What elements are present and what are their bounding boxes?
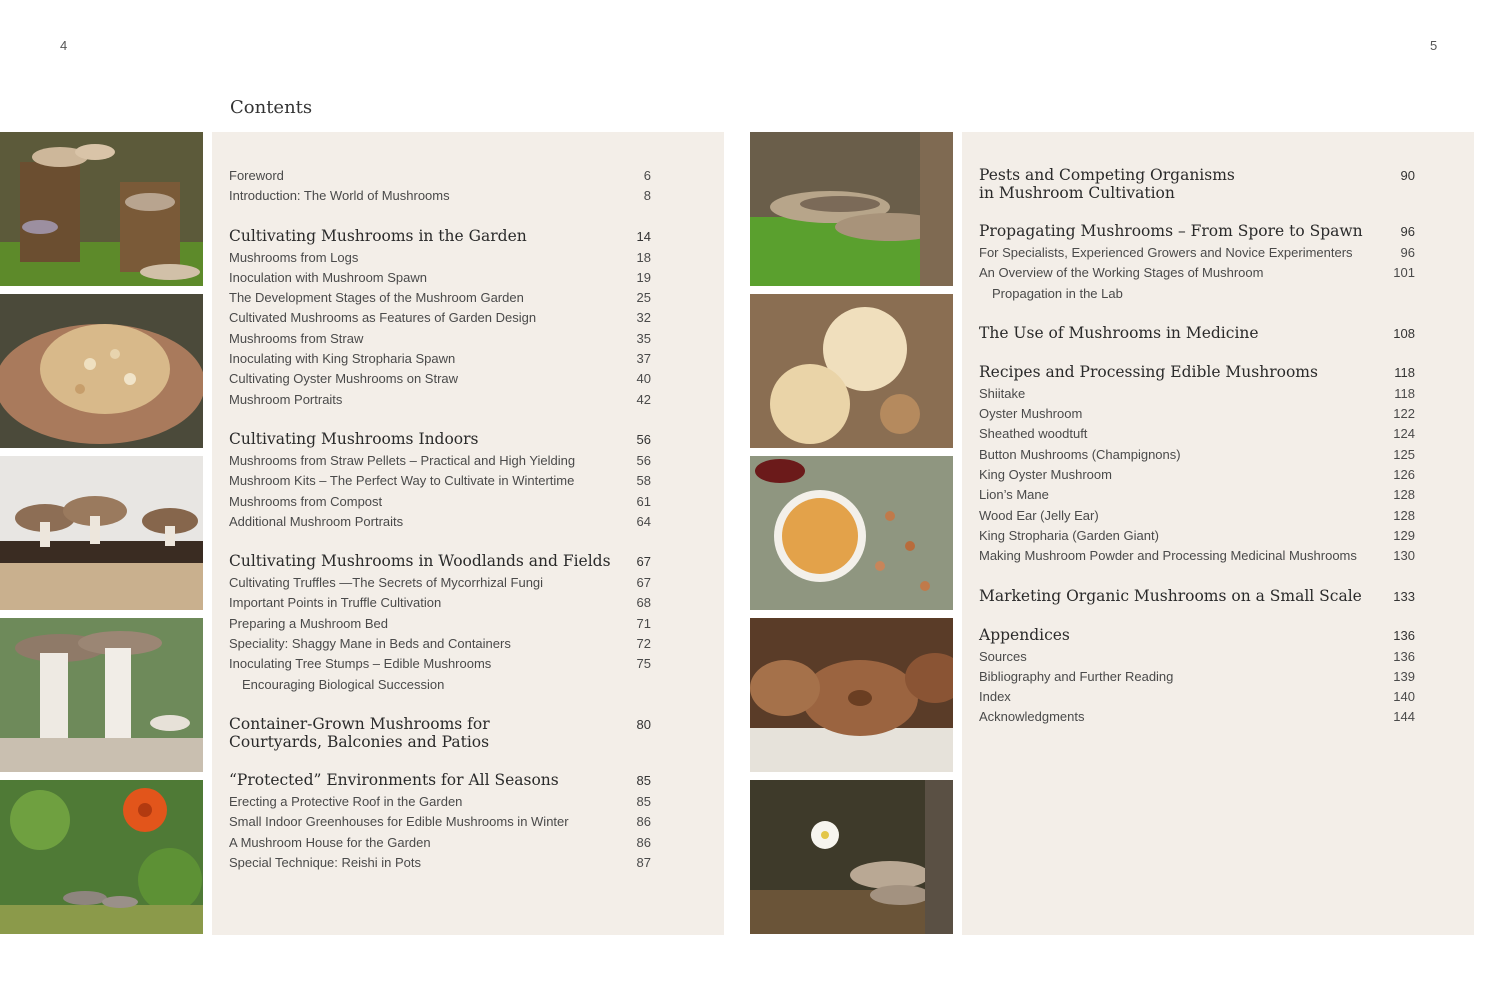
toc-entry-label: Mushroom Kits – The Perfect Way to Cultivate in Wintertime xyxy=(229,473,575,489)
photo-mushroom-gills xyxy=(750,618,953,772)
toc-entry-label: A Mushroom House for the Garden xyxy=(229,834,431,850)
toc-entry-page: 126 xyxy=(1393,467,1415,483)
toc-entry-page: 86 xyxy=(636,834,651,850)
toc-entry-page: 86 xyxy=(636,814,651,830)
toc-entry-page: 40 xyxy=(636,371,651,387)
toc-heading-appendices xyxy=(979,626,1415,645)
toc-entry xyxy=(979,263,1415,283)
toc-entry xyxy=(229,792,651,812)
toc-entry xyxy=(229,369,651,389)
toc-heading-label: Marketing Organic Mushrooms on a Small Scale xyxy=(979,586,1362,605)
toc-heading-protected-environments-for-all-seasons xyxy=(229,771,651,790)
toc-entry-label: Special Technique: Reishi in Pots xyxy=(229,854,421,870)
toc-entry xyxy=(979,546,1415,566)
toc-entry-label: King Stropharia (Garden Giant) xyxy=(979,527,1159,543)
toc-entry-page: 129 xyxy=(1393,527,1415,543)
toc-entry-label: Lion’s Mane xyxy=(979,487,1049,503)
toc-entry-page: 61 xyxy=(636,493,651,509)
toc-entry-label: Wood Ear (Jelly Ear) xyxy=(979,507,1099,523)
toc-entry-page: 42 xyxy=(636,391,651,407)
toc-entry xyxy=(979,506,1415,526)
toc-heading-page: 14 xyxy=(636,228,651,244)
toc-section xyxy=(229,227,651,410)
toc-heading-page: 108 xyxy=(1393,325,1415,341)
photo-column-right xyxy=(750,132,953,942)
toc-section xyxy=(229,771,651,873)
toc-section xyxy=(979,324,1415,343)
toc-entry-label: Preparing a Mushroom Bed xyxy=(229,615,388,631)
toc-section xyxy=(229,715,651,751)
contents-panel-right xyxy=(962,132,1474,935)
toc-entry xyxy=(229,654,651,674)
toc-entry-page: 136 xyxy=(1393,648,1415,664)
toc-entry-page: 58 xyxy=(636,473,651,489)
toc-entry-page: 128 xyxy=(1393,487,1415,503)
toc-entry-label: Cultivating Oyster Mushrooms on Straw xyxy=(229,371,459,387)
toc-entry xyxy=(229,268,651,288)
toc-heading-pests-and-competing-organisms-in-mushroo xyxy=(979,166,1415,202)
page-number-right: 5 xyxy=(1430,38,1438,53)
toc-section xyxy=(229,166,651,207)
toc-entry-page: 139 xyxy=(1393,668,1415,684)
photo-mushrooms-on-logs xyxy=(0,132,203,286)
toc-entry xyxy=(229,186,651,206)
toc-entry xyxy=(229,614,651,634)
toc-entry-label: Button Mushrooms (Champignons) xyxy=(979,446,1181,462)
toc-entry-page: 144 xyxy=(1393,709,1415,725)
toc-section xyxy=(979,587,1415,606)
toc-entry xyxy=(229,675,651,695)
toc-entry-label: Erecting a Protective Roof in the Garden xyxy=(229,793,463,809)
toc-section xyxy=(229,552,651,695)
toc-entry xyxy=(229,853,651,873)
toc-heading-cultivating-mushrooms-in-woodlands-and-f xyxy=(229,552,651,571)
toc-entry-page: 25 xyxy=(636,290,651,306)
toc-entry-page: 140 xyxy=(1393,689,1415,705)
photo-nasturtium-with-mushrooms xyxy=(0,780,203,934)
toc-entry xyxy=(979,667,1415,687)
toc-entry xyxy=(979,424,1415,444)
toc-heading-label: Pests and Competing Organisms in Mushroom Cultivation xyxy=(979,166,1235,202)
toc-entry xyxy=(229,634,651,654)
toc-entry-page: 18 xyxy=(636,249,651,265)
toc-entry xyxy=(229,573,651,593)
toc-heading-page: 133 xyxy=(1393,588,1415,604)
toc-entry-label: Additional Mushroom Portraits xyxy=(229,513,404,529)
toc-entry-page: 64 xyxy=(636,513,651,529)
toc-heading-page: 85 xyxy=(636,772,651,788)
toc-entry xyxy=(979,707,1415,727)
toc-entry-label: Sources xyxy=(979,648,1027,664)
toc-heading-container-grown-mushrooms-for-courtyards xyxy=(229,715,651,751)
toc-entry-page: 96 xyxy=(1400,245,1415,260)
toc-heading-page: 67 xyxy=(636,554,651,570)
toc-right xyxy=(979,166,1415,748)
toc-section xyxy=(979,166,1415,202)
photo-anemone-with-oyster-mushrooms xyxy=(750,780,953,934)
toc-entry-page: 122 xyxy=(1393,406,1415,422)
toc-entry-label: Speciality: Shaggy Mane in Beds and Containers xyxy=(229,636,511,652)
toc-entry-label: Encouraging Biological Succession xyxy=(242,676,445,692)
toc-entry-label: The Development Stages of the Mushroom Garden xyxy=(229,290,524,306)
toc-entry-label: Oyster Mushroom xyxy=(979,406,1083,422)
toc-entry-label: Introduction: The World of Mushrooms xyxy=(229,188,450,204)
contents-panel-left xyxy=(212,132,724,935)
toc-entry xyxy=(979,445,1415,465)
toc-entry-page: 130 xyxy=(1393,548,1415,564)
toc-heading-label: Propagating Mushrooms – From Spore to Spawn xyxy=(979,222,1363,240)
toc-entry-label: Making Mushroom Powder and Processing Medicinal Mushrooms xyxy=(979,548,1357,564)
toc-entry-page: 8 xyxy=(643,188,651,204)
toc-entry-page: 37 xyxy=(636,351,651,367)
toc-heading-the-use-of-mushrooms-in-medicine xyxy=(979,324,1415,343)
toc-left xyxy=(229,166,651,893)
toc-entry-label: Small Indoor Greenhouses for Edible Mushrooms in Winter xyxy=(229,814,569,830)
photo-hands-with-spawn xyxy=(0,294,203,448)
toc-entry xyxy=(979,465,1415,485)
toc-heading-label: Appendices xyxy=(979,625,1070,644)
toc-heading-propagating-mushrooms-from-spore-to-spaw xyxy=(979,222,1415,241)
toc-entry-page: 67 xyxy=(636,575,651,591)
toc-entry-page: 101 xyxy=(1393,265,1415,281)
toc-entry xyxy=(229,288,651,308)
toc-entry-page: 35 xyxy=(636,330,651,346)
photo-king-oyster-mushrooms xyxy=(0,618,203,772)
toc-heading-label: Recipes and Processing Edible Mushrooms xyxy=(979,362,1318,381)
toc-entry-page: 72 xyxy=(636,636,651,652)
toc-entry-label: Sheathed woodtuft xyxy=(979,426,1088,442)
toc-entry-label: For Specialists, Experienced Growers and Novice Experimenters xyxy=(979,245,1353,260)
toc-entry-page: 6 xyxy=(643,168,651,183)
toc-entry-label: Mushrooms from Straw Pellets – Practical and High Yielding xyxy=(229,452,576,468)
toc-heading-label: Cultivating Mushrooms Indoors xyxy=(229,429,479,448)
toc-entry xyxy=(229,593,651,613)
toc-heading-label: Container-Grown Mushrooms for Courtyards, Balconies and Patios xyxy=(229,714,490,751)
toc-heading-page: 90 xyxy=(1400,168,1415,183)
photo-turkey-tail-on-moss xyxy=(750,132,953,286)
toc-section xyxy=(229,430,651,532)
toc-entry-page: 75 xyxy=(636,656,651,672)
toc-entry xyxy=(229,512,651,532)
toc-entry xyxy=(229,166,651,186)
toc-entry-label: Propagation in the Lab xyxy=(992,285,1123,301)
photo-column-left xyxy=(0,132,203,942)
toc-entry-page: 19 xyxy=(636,269,651,285)
toc-entry-label: Shiitake xyxy=(979,385,1026,401)
toc-entry xyxy=(979,404,1415,424)
toc-entry-page: 87 xyxy=(636,854,651,870)
toc-section xyxy=(979,222,1415,304)
toc-entry xyxy=(229,329,651,349)
toc-heading-cultivating-mushrooms-in-the-garden xyxy=(229,227,651,246)
toc-entry-page: 56 xyxy=(636,452,651,468)
toc-entry-label: Important Points in Truffle Cultivation xyxy=(229,595,442,611)
toc-entry xyxy=(979,526,1415,546)
toc-entry-label: Inoculation with Mushroom Spawn xyxy=(229,269,427,285)
toc-entry xyxy=(979,284,1415,304)
photo-lions-mane xyxy=(750,294,953,448)
toc-entry-label: Inoculating with King Stropharia Spawn xyxy=(229,351,456,367)
page-title: Contents xyxy=(230,97,313,118)
toc-heading-page: 136 xyxy=(1393,627,1415,643)
toc-entry xyxy=(979,687,1415,707)
toc-entry-page: 128 xyxy=(1393,507,1415,523)
toc-entry xyxy=(979,243,1415,263)
toc-entry xyxy=(229,812,651,832)
toc-entry xyxy=(229,471,651,491)
toc-entry-page: 32 xyxy=(636,310,651,326)
toc-entry xyxy=(229,308,651,328)
toc-entry xyxy=(229,390,651,410)
toc-section xyxy=(979,363,1415,567)
toc-entry-label: Mushroom Portraits xyxy=(229,391,343,407)
toc-entry-label: Acknowledgments xyxy=(979,709,1085,725)
toc-heading-label: Cultivating Mushrooms in Woodlands and Fields xyxy=(229,552,611,571)
toc-entry-page: 124 xyxy=(1393,426,1415,442)
toc-entry xyxy=(229,833,651,853)
toc-entry-label: Foreword xyxy=(229,168,284,183)
toc-entry-page: 71 xyxy=(636,615,651,631)
toc-entry-label: King Oyster Mushroom xyxy=(979,467,1112,483)
page-number-left: 4 xyxy=(60,38,68,53)
toc-entry-page: 68 xyxy=(636,595,651,611)
photo-mushroom-tea xyxy=(750,456,953,610)
toc-entry xyxy=(979,485,1415,505)
toc-entry-label: Index xyxy=(979,689,1011,705)
toc-heading-marketing-organic-mushrooms-on-a-small-s xyxy=(979,587,1415,606)
toc-entry-page: 118 xyxy=(1394,385,1415,401)
toc-entry-label: Mushrooms from Straw xyxy=(229,330,364,346)
toc-entry xyxy=(979,647,1415,667)
toc-entry-label: Mushrooms from Logs xyxy=(229,249,359,265)
toc-heading-page: 56 xyxy=(636,431,651,447)
toc-heading-label: Cultivating Mushrooms in the Garden xyxy=(229,226,527,245)
toc-entry-label: Bibliography and Further Reading xyxy=(979,668,1174,684)
toc-entry-label: Mushrooms from Compost xyxy=(229,493,383,509)
photo-mushrooms-from-compost xyxy=(0,456,203,610)
toc-entry xyxy=(229,492,651,512)
toc-heading-label: The Use of Mushrooms in Medicine xyxy=(979,323,1259,342)
toc-heading-label: “Protected” Environments for All Seasons xyxy=(229,770,559,789)
toc-entry xyxy=(229,248,651,268)
toc-entry-label: Inoculating Tree Stumps – Edible Mushrooms xyxy=(229,656,492,672)
toc-section xyxy=(979,626,1415,728)
toc-entry-label: Cultivated Mushrooms as Features of Garden Design xyxy=(229,310,537,326)
toc-heading-recipes-and-processing-edible-mushrooms xyxy=(979,363,1415,382)
toc-entry xyxy=(979,384,1415,404)
toc-entry-page: 85 xyxy=(636,793,651,809)
toc-entry-page: 125 xyxy=(1393,446,1415,462)
toc-heading-page: 80 xyxy=(636,716,651,732)
toc-entry xyxy=(229,349,651,369)
toc-entry-label: Cultivating Truffles —The Secrets of Mycorrhizal Fungi xyxy=(229,575,544,591)
toc-heading-page: 96 xyxy=(1400,224,1415,239)
toc-entry xyxy=(229,451,651,471)
toc-heading-page: 118 xyxy=(1394,364,1415,380)
toc-entry-label: An Overview of the Working Stages of Mushroom xyxy=(979,265,1264,281)
toc-heading-cultivating-mushrooms-indoors xyxy=(229,430,651,449)
